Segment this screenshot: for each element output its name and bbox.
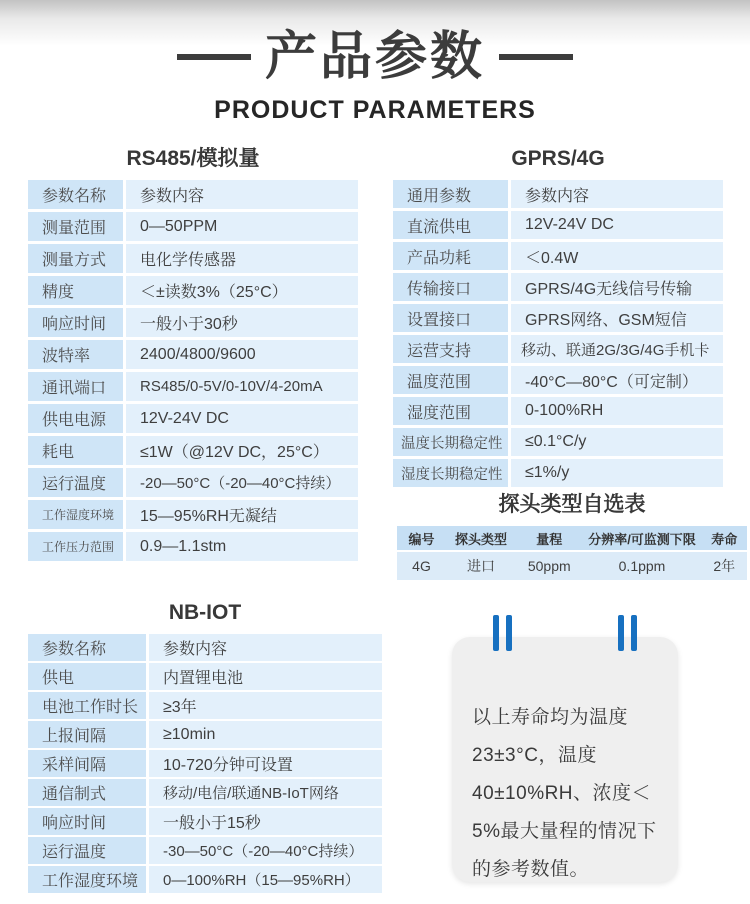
spec-label: 温度长期稳定性	[393, 428, 508, 456]
spec-value: 15—95%RH无凝结	[126, 500, 358, 529]
spec-row	[28, 340, 358, 369]
probe-col-header: 探头类型	[454, 531, 507, 547]
spec-value: ≤1W（@12V DC，25°C）	[126, 436, 358, 465]
nbiot-section-title: NB-IOT	[168, 601, 242, 624]
probe-col-header: 寿命	[711, 531, 738, 547]
spec-value: 12V-24V DC	[126, 404, 358, 433]
spec-value: ≤1%/y	[511, 459, 723, 487]
spec-row	[28, 750, 382, 777]
spec-label: 温度范围	[393, 366, 508, 394]
spec-value: 内置锂电池	[149, 663, 382, 690]
title-dash-left	[177, 54, 251, 60]
spec-row	[28, 276, 358, 305]
spec-row	[28, 721, 382, 748]
spec-value: 电化学传感器	[126, 244, 358, 273]
spec-value: -40°C—80°C（可定制）	[511, 366, 723, 394]
spec-label: 参数名称	[28, 634, 146, 661]
spec-label: 上报间隔	[28, 721, 146, 748]
spec-row	[28, 212, 358, 241]
spec-label: 湿度长期稳定性	[393, 459, 508, 487]
spec-row	[28, 404, 358, 433]
spec-row	[28, 692, 382, 719]
spec-value: 0.9—1.1stm	[126, 532, 358, 561]
spec-row	[28, 808, 382, 835]
quote-bar	[631, 615, 637, 651]
quote-bars-icon	[493, 615, 512, 651]
spec-row	[28, 372, 358, 401]
spec-row	[393, 366, 723, 394]
spec-label: 供电	[28, 663, 146, 690]
spec-row	[393, 459, 723, 487]
spec-value: -30—50°C（-20—40°C持续）	[149, 837, 382, 864]
spec-value: GPRS/4G无线信号传输	[511, 273, 723, 301]
page-subtitle: PRODUCT PARAMETERS	[214, 96, 536, 124]
spec-row	[28, 779, 382, 806]
spec-row	[28, 634, 382, 661]
note-text: 以上寿命均为温度23±3°C，温度40±10%RH、浓度＜5%最大量程的情况下的参考数值。	[472, 707, 657, 880]
spec-row	[28, 308, 358, 337]
spec-row	[28, 500, 358, 529]
spec-label: 运行温度	[28, 468, 123, 497]
spec-value: -20—50°C（-20—40°C持续）	[126, 468, 358, 497]
probe-col-header: 编号	[408, 531, 435, 547]
probe-table-header-row	[397, 526, 747, 550]
quote-bar	[506, 615, 512, 651]
spec-label: 响应时间	[28, 308, 123, 337]
spec-label: 运营支持	[393, 335, 508, 363]
spec-label: 测量范围	[28, 212, 123, 241]
spec-row	[393, 397, 723, 425]
spec-value: 0—50PPM	[126, 212, 358, 241]
spec-label: 湿度范围	[393, 397, 508, 425]
gprs-section-title: GPRS/4G	[511, 147, 605, 170]
spec-label: 工作压力范围	[28, 532, 123, 561]
spec-label: 响应时间	[28, 808, 146, 835]
probe-cell: 0.1ppm	[618, 558, 666, 574]
spec-value: 参数内容	[511, 180, 723, 208]
spec-label: 通用参数	[393, 180, 508, 208]
spec-value: 12V-24V DC	[511, 211, 723, 239]
spec-row	[393, 211, 723, 239]
spec-row	[393, 428, 723, 456]
probe-cell: 2年	[713, 558, 736, 574]
spec-label: 供电电源	[28, 404, 123, 433]
spec-label: 通讯端口	[28, 372, 123, 401]
spec-label: 传输接口	[393, 273, 508, 301]
spec-label: 波特率	[28, 340, 123, 369]
spec-label: 工作湿度环境	[28, 866, 146, 893]
probe-table-title: 探头类型自选表	[498, 493, 646, 516]
spec-row	[28, 532, 358, 561]
spec-row	[393, 304, 723, 332]
spec-label: 通信制式	[28, 779, 146, 806]
spec-label: 直流供电	[393, 211, 508, 239]
spec-row	[393, 180, 723, 208]
quote-bar	[618, 615, 624, 651]
spec-label: 参数名称	[28, 180, 123, 209]
spec-row	[28, 244, 358, 273]
probe-table-section	[397, 492, 747, 580]
title-dash-right	[499, 54, 573, 60]
title-row	[0, 18, 750, 96]
probe-cell: 进口	[467, 558, 495, 574]
spec-value: ≥10min	[149, 721, 382, 748]
spec-row	[28, 837, 382, 864]
probe-cell: 4G	[412, 558, 431, 574]
rs485-section-title: RS485/模拟量	[126, 147, 260, 170]
spec-value: 移动/电信/联通NB-IoT网络	[149, 779, 382, 806]
probe-table-row	[397, 552, 747, 580]
spec-label: 产品功耗	[393, 242, 508, 270]
spec-label: 工作湿度环境	[28, 500, 123, 529]
spec-value: RS485/0-5V/0-10V/4-20mA	[126, 372, 358, 401]
spec-label: 采样间隔	[28, 750, 146, 777]
spec-value: 0-100%RH	[511, 397, 723, 425]
page-title: 产品参数	[264, 28, 485, 86]
spec-label: 测量方式	[28, 244, 123, 273]
spec-row	[28, 180, 358, 209]
spec-value: ＜0.4W	[511, 242, 723, 270]
quote-bar	[493, 615, 499, 651]
spec-value: 0—100%RH（15—95%RH）	[149, 866, 382, 893]
page-header	[0, 18, 750, 125]
spec-label: 设置接口	[393, 304, 508, 332]
spec-value: 2400/4800/9600	[126, 340, 358, 369]
spec-value: GPRS网络、GSM短信	[511, 304, 723, 332]
gprs-section	[393, 146, 723, 490]
spec-row	[28, 866, 382, 893]
rs485-section	[28, 146, 358, 564]
spec-row	[28, 436, 358, 465]
spec-value: 参数内容	[149, 634, 382, 661]
spec-label: 耗电	[28, 436, 123, 465]
spec-value: ≤0.1°C/y	[511, 428, 723, 456]
spec-label: 精度	[28, 276, 123, 305]
spec-value: ＜±读数3%（25°C）	[126, 276, 358, 305]
nbiot-section	[28, 600, 382, 895]
spec-value: 10-720分钟可设置	[149, 750, 382, 777]
note-card	[452, 637, 678, 882]
spec-value: 一般小于30秒	[126, 308, 358, 337]
spec-row	[28, 663, 382, 690]
probe-col-header: 分辨率/可监测下限	[588, 531, 696, 547]
quote-bars-icon	[618, 615, 637, 651]
spec-label: 电池工作时长	[28, 692, 146, 719]
probe-col-header: 量程	[536, 531, 563, 547]
spec-row	[393, 335, 723, 363]
spec-value: 参数内容	[126, 180, 358, 209]
spec-value: 移动、联通2G/3G/4G手机卡	[511, 335, 723, 363]
spec-label: 运行温度	[28, 837, 146, 864]
spec-value: ≥3年	[149, 692, 382, 719]
spec-value: 一般小于15秒	[149, 808, 382, 835]
spec-row	[393, 273, 723, 301]
probe-cell: 50ppm	[527, 558, 571, 574]
spec-row	[393, 242, 723, 270]
spec-row	[28, 468, 358, 497]
